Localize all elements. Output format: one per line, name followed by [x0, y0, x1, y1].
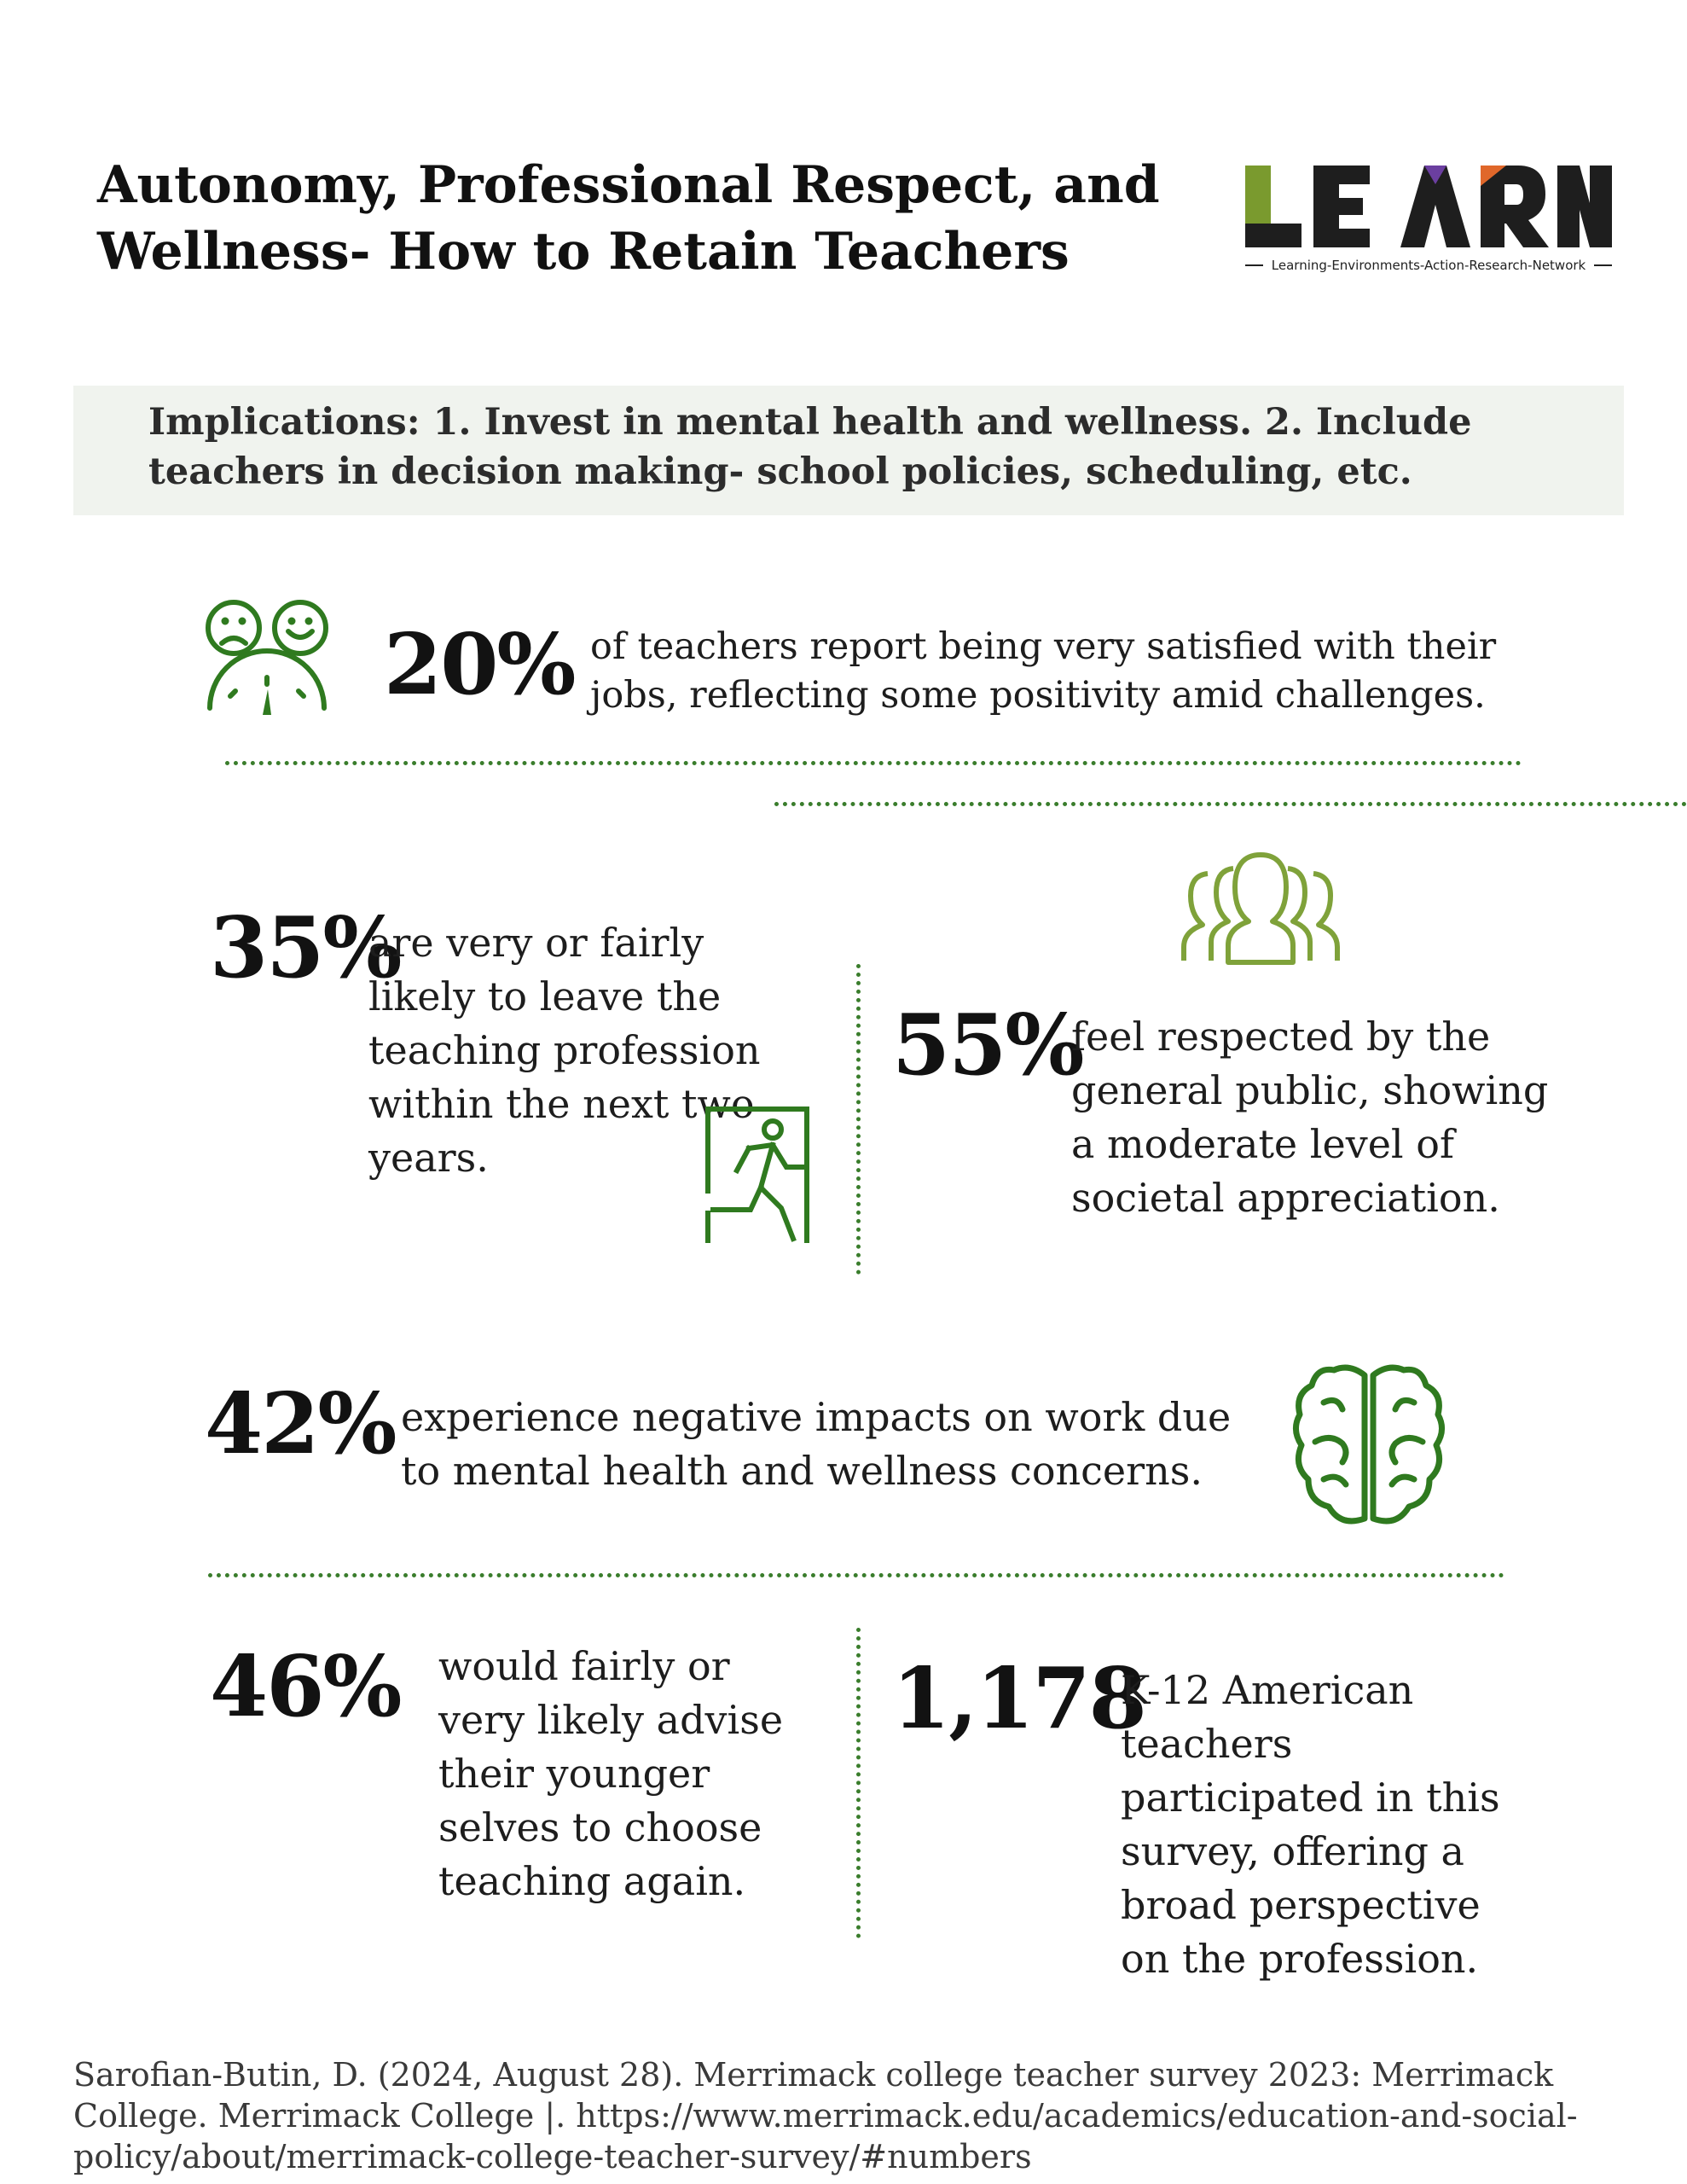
citation: Sarofian-Butin, D. (2024, August 28). Merrimack college teacher survey 2023: Merrimack College. Merrimack College |. https://www.merrimack.edu/academics/education-and-social-policy/about/merrimack-college-teacher-survey/#numbers [73, 2056, 1578, 2175]
stat-advise-text: would fairly or very likely advise their younger selves to choose teaching again. [438, 1643, 784, 1904]
divider-dots-vertical [856, 1628, 861, 1938]
learn-logo-tagline: Learning-Environments-Action-Research-Network [1245, 256, 1612, 275]
learn-logo [1245, 160, 1612, 280]
stat-participants-text: K-12 American teachers participated in this survey, offering a broad perspective on the profession. [1121, 1667, 1500, 1982]
divider-dots [208, 1573, 1504, 1577]
stat-respected-value: 55% [892, 996, 1083, 1095]
people-group-icon [1177, 843, 1344, 966]
divider-dots-vertical [856, 964, 861, 1275]
stat-respected-text: feel respected by the general public, showing a moderate level of societal appreciation. [1071, 1014, 1549, 1221]
stat-participants-value: 1,178 [892, 1650, 1145, 1748]
stat-mental-health-text: experience negative impacts on work due to mental health and wellness concerns. [401, 1394, 1232, 1494]
stat-mental-health-value: 42% [205, 1375, 396, 1473]
implications-text: Implications: 1. Invest in mental health and wellness. 2. Include teachers in decision making- school policies, scheduling, etc. [148, 401, 1472, 493]
implications-box [73, 386, 1624, 515]
stat-leave-value: 35% [210, 899, 401, 997]
divider-dots [774, 802, 1687, 806]
stat-leave-text: are very or fairly likely to leave the teaching profession within the next two years. [368, 920, 761, 1181]
brain-icon [1290, 1360, 1448, 1532]
page-title: Autonomy, Professional Respect, and Wellness- How to Retain Teachers [97, 155, 1160, 282]
learn-logo-wordmark [1245, 160, 1612, 254]
satisfaction-meter-icon [200, 595, 336, 720]
stat-advise-value: 46% [210, 1638, 401, 1736]
stat-satisfied-text: of teachers report being very satisfied with their jobs, reflecting some positivity amid challenges. [590, 625, 1497, 717]
exit-door-icon [704, 1106, 810, 1242]
stat-satisfied-value: 20% [384, 616, 575, 714]
divider-dots [225, 761, 1522, 765]
